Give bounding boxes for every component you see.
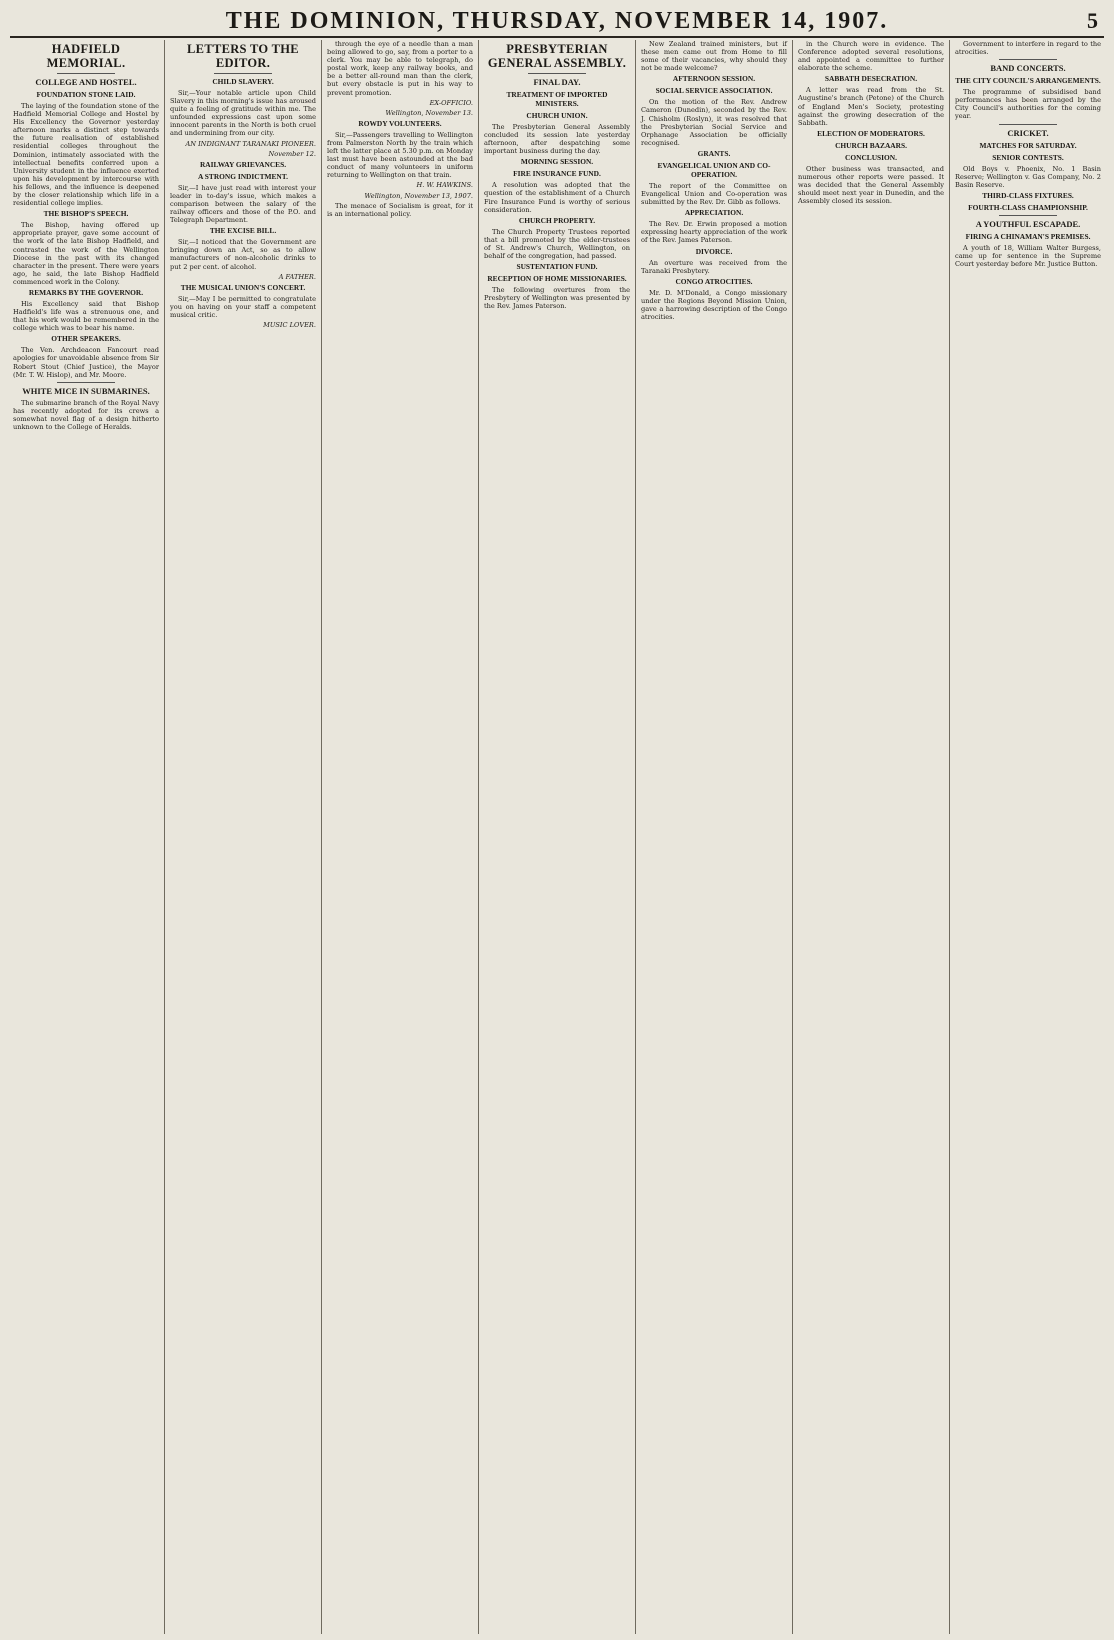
letter-signature: AN INDIGNANT TARANAKI PIONEER. <box>185 139 316 148</box>
article-paragraph: The Bishop, having offered up appropriate prayer, gave some account of the work of the late Bishop Hadfield, and contrasted the work of the Wellington Diocese in the past with its changed character in the present. There were years ago, he said, the late Bishop Hadfield commenced work in the Colony. <box>13 221 159 286</box>
article-paragraph: Other business was transacted, and numerous other reports were passed. It was decided that the General Assembly should meet next year in Dunedin, and the Assembly closed its session. <box>798 164 944 206</box>
letter-date: Wellington, November 13, 1907. <box>364 191 473 200</box>
article-paragraph: The laying of the foundation stone of the Hadfield Memorial College and Hostel by His Excellency the Governor yesterday afternoon marks a distinct step towards the future realisation of established residential colleges throughout the Dominion, intimately associated with the intellectual benefits conferred upon a University student in the influence exerted upon his development by intercourse with his fellows, and the influence is deepened by the closer relationship which life in a residential college implies. <box>13 102 159 208</box>
masthead <box>10 6 1104 38</box>
article-paragraph: An overture was received from the Taranaki Presbytery. <box>641 258 787 275</box>
letter-paragraph: Sir,—Your notable article upon Child Slavery in this morning's issue has aroused quite a feeling of gratitude within me. The unfounded expressions cast upon some innocent parents in the North is both cruel and undermining from our city. <box>170 89 316 138</box>
subhead: FIRING A CHINAMAN'S PREMISES. <box>965 231 1091 241</box>
subhead: THE BISHOP'S SPEECH. <box>43 209 129 219</box>
letter-date: November 12. <box>268 149 316 158</box>
subhead: FINAL DAY. <box>533 77 581 87</box>
article-paragraph: The Presbyterian General Assembly concluded its session late yesterday afternoon, after despatching some important business during the day. <box>484 123 630 156</box>
column-3 <box>322 40 479 1634</box>
subhead: FOUNDATION STONE LAID. <box>36 90 136 99</box>
headline-cricket: CRICKET. <box>1007 127 1049 138</box>
subhead: THIRD-CLASS FIXTURES. <box>982 190 1074 200</box>
article-paragraph: The submarine branch of the Royal Navy has recently adopted for its crews a somewhat novel flag of a design hitherto unknown to the College of Heralds. <box>13 398 159 431</box>
article-paragraph: The programme of subsidised band performances has been arranged by the City Council's authorities for the coming year. <box>955 88 1101 121</box>
letter-paragraph: Sir,—Passengers travelling to Wellington from Palmerston North by the train which left the latter place at 5.30 p.m. on Monday last must have been astounded at the bad conduct of many volunteers in uniform returning to Wellington on that train. <box>327 130 473 180</box>
article-paragraph: Mr. D. M'Donald, a Congo missionary under the Regions Beyond Mission Union, gave a harrowing description of the Congo atrocities. <box>641 288 787 321</box>
article-paragraph: The following overtures from the Presbytery of Wellington was presented by the Rev. James Paterson. <box>484 286 630 311</box>
divider <box>528 73 586 74</box>
subhead: THE MUSICAL UNION'S CONCERT. <box>180 282 306 292</box>
subhead: DIVORCE. <box>695 246 733 256</box>
article-paragraph: New Zealand trained ministers, but if these men came out from Home to fill some of their vacancies, why should they not be made welcome? <box>641 40 787 73</box>
page-number: 5 <box>1087 8 1098 33</box>
divider <box>999 59 1057 60</box>
subhead: REMARKS BY THE GOVERNOR. <box>28 287 144 297</box>
article-paragraph: A letter was read from the St. Augustine's branch (Petone) of the Church of England Men's Society, protesting against the growing desecration of the Sabbath. <box>798 86 944 127</box>
column-5 <box>636 40 793 1634</box>
letter-date: Wellington, November 13. <box>385 108 473 117</box>
subhead: SOCIAL SERVICE ASSOCIATION. <box>655 86 773 96</box>
divider <box>57 382 115 383</box>
column-7 <box>950 40 1106 1634</box>
subhead: ROWDY VOLUNTEERS. <box>358 118 442 128</box>
article-paragraph: A resolution was adopted that the question of the establishment of a Church Fire Insurance Fund is worthy of serious consideration. <box>484 181 630 214</box>
subhead: THE EXCISE BILL. <box>209 226 277 236</box>
letter-paragraph: The menace of Socialism is great, for it is an international policy. <box>327 201 473 218</box>
column-1 <box>8 40 165 1634</box>
article-paragraph: On the motion of the Rev. Andrew Cameron (Dunedin), seconded by the Rev. J. Chisholm (Roslyn), it was resolved that the Presbyterian Social Service and Orphanage Association be officially recognised. <box>641 98 787 147</box>
subhead: CHURCH UNION. <box>526 111 588 120</box>
letter-paragraph: Sir,—May I be permitted to congratulate you on having on your staff a competent musical critic. <box>170 294 316 319</box>
article-paragraph: The Church Property Trustees reported that a bill promoted by the elder-trustees of St. Andrew's Church, Wellington, on behalf of the congregation, had passed. <box>484 227 630 261</box>
letter-signature: EX-OFFICIO. <box>429 98 473 107</box>
letter-signature: A FATHER. <box>278 272 316 281</box>
subhead: GRANTS. <box>697 148 731 158</box>
article-paragraph: in the Church were in evidence. The Conference adopted several resolutions, and appointed a committee to further elaborate the scheme. <box>798 40 944 73</box>
subhead: FIRE INSURANCE FUND. <box>513 169 601 179</box>
subhead: CHILD SLAVERY. <box>212 77 274 86</box>
letter-signature: MUSIC LOVER. <box>263 320 316 329</box>
subhead: SABBATH DESECRATION. <box>824 74 918 84</box>
divider <box>214 73 272 74</box>
subhead: AFTERNOON SESSION. <box>672 74 756 84</box>
subhead: MORNING SESSION. <box>520 157 594 167</box>
headline-band-concerts: BAND CONCERTS. <box>990 63 1066 74</box>
article-paragraph: The report of the Committee on Evangelical Union and Co-operation was submitted by the Rev. Dr. Gibb as follows. <box>641 181 787 207</box>
article-paragraph: The Ven. Archdeacon Fancourt read apologies for unavoidable absence from Sir Robert Stout (Chief Justice), the Mayor (Mr. T. W. Hislop), and Mr. Moore. <box>13 346 159 379</box>
subhead: FOURTH-CLASS CHAMPIONSHIP. <box>968 202 1088 212</box>
subhead: SUSTENTATION FUND. <box>516 262 598 272</box>
letter-signature: H. W. HAWKINS. <box>416 181 473 190</box>
headline-white-mice: WHITE MICE IN SUBMARINES. <box>22 385 150 396</box>
divider <box>999 124 1057 125</box>
letter-paragraph: through the eye of a needle than a man being allowed to go, say, from a porter to a clerk. You may be able to telegraph, do postal work, keep any railway books, and be a better all-round man than the clerk, but every obstacle is put in his way to prevent promotion. <box>327 40 473 97</box>
subhead: SENIOR CONTESTS. <box>992 152 1064 162</box>
subhead: COLLEGE AND HOSTEL. <box>35 77 137 87</box>
masthead-title: THE DOMINION, THURSDAY, NOVEMBER 14, 1907. <box>225 7 889 34</box>
headline-presbyterian: PRESBYTERIAN GENERAL ASSEMBLY. <box>487 42 627 70</box>
letter-paragraph: Sir,—I have just read with interest your leader in to-day's issue, which makes a comparison between the salary of the railway officers and those of the P.O. and Telegraph Department. <box>170 183 316 225</box>
headline-hadfield: HADFIELD MEMORIAL. <box>46 42 126 70</box>
headline-youthful-escapade: A YOUTHFUL ESCAPADE. <box>975 218 1081 229</box>
subhead: CHURCH BAZAARS. <box>835 140 907 150</box>
subhead: CHURCH PROPERTY. <box>518 215 596 225</box>
subhead: EVANGELICAL UNION AND CO-OPERATION. <box>657 160 771 179</box>
subhead: APPRECIATION. <box>684 208 744 218</box>
article-paragraph: The Rev. Dr. Erwin proposed a motion expressing hearty appreciation of the work of the Rev. James Paterson. <box>641 220 787 245</box>
subhead: OTHER SPEAKERS. <box>51 334 121 344</box>
column-4 <box>479 40 636 1634</box>
divider <box>57 73 115 74</box>
subhead: A STRONG INDICTMENT. <box>198 171 288 181</box>
subhead: TREATMENT OF IMPORTED MINISTERS. <box>506 90 608 108</box>
subhead: ELECTION OF MODERATORS. <box>817 128 925 138</box>
subhead: CONGO ATROCITIES. <box>675 276 753 286</box>
article-paragraph: A youth of 18, William Walter Burgess, came up for sentence in the Supreme Court yesterday before Mr. Justice Button. <box>955 243 1101 269</box>
subhead: CONCLUSION. <box>845 152 897 162</box>
subhead: THE CITY COUNCIL'S ARRANGEMENTS. <box>955 76 1101 86</box>
subhead: MATCHES FOR SATURDAY. <box>979 140 1077 150</box>
article-paragraph: His Excellency said that Bishop Hadfield's life was a strenuous one, and that his work would be remembered in the college which was to bear his name. <box>13 299 159 333</box>
article-paragraph: Government to interfere in regard to the atrocities. <box>955 40 1101 57</box>
headline-letters: LETTERS TO THE EDITOR. <box>187 42 299 70</box>
letter-paragraph: Sir,—I noticed that the Government are bringing down an Act, so as to allow manufacturers of non-alcoholic drinks to put 2 per cent. of alcohol. <box>170 238 316 271</box>
article-paragraph: Old Boys v. Phoenix, No. 1 Basin Reserve; Wellington v. Gas Company, No. 2 Basin Reserve. <box>955 164 1101 189</box>
article-columns <box>8 40 1106 1634</box>
column-6 <box>793 40 950 1634</box>
column-2 <box>165 40 322 1634</box>
divider <box>999 215 1057 216</box>
subhead: RECEPTION OF HOME MISSIONARIES. <box>487 274 627 284</box>
subhead: RAILWAY GRIEVANCES. <box>199 159 287 169</box>
